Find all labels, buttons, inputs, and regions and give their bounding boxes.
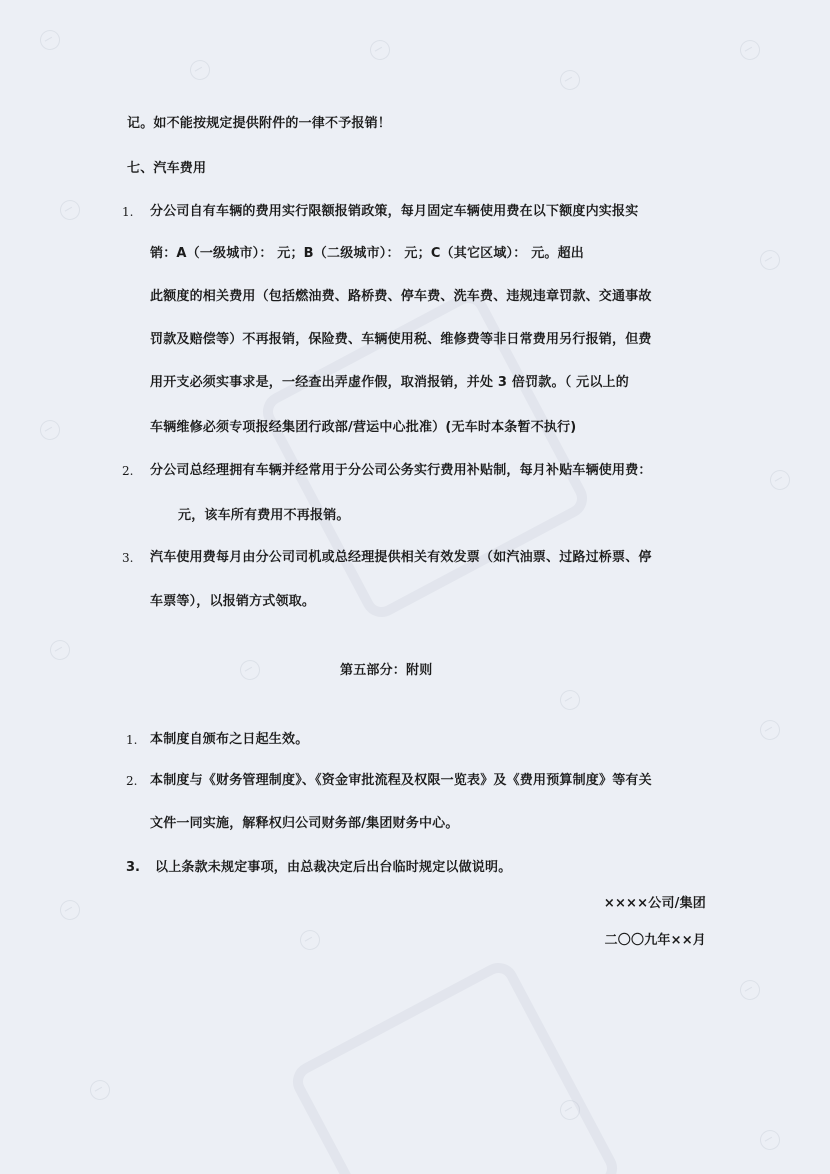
- watermark-icon: [756, 716, 783, 743]
- watermark-icon: [236, 656, 263, 683]
- item-number: 2.: [126, 774, 138, 788]
- paragraph-line: 车辆维修必须专项报经集团行政部/营运中心批准）(无车时本条暂不执行): [150, 420, 577, 435]
- paragraph-line: 车票等），以报销方式领取。: [150, 594, 316, 609]
- item-number: 2.: [122, 464, 134, 478]
- watermark-icon: [556, 66, 583, 93]
- part-5-title: 第五部分：附则: [340, 663, 433, 678]
- section-7-title: 七、汽车费用: [127, 161, 207, 176]
- item-number: 3.: [122, 551, 134, 565]
- paragraph-line: 元，该车所有费用不再报销。: [178, 508, 350, 523]
- watermark-icon: [296, 926, 323, 953]
- watermark-stamp: [286, 956, 624, 1174]
- signature-date: 二〇〇九年××月: [604, 933, 706, 948]
- paragraph-line: 罚款及赔偿等）不再报销，保险费、车辆使用税、维修费等非日常费用另行报销，但费: [150, 332, 652, 347]
- paragraph-line: 分公司总经理拥有车辆并经常用于分公司公务实行费用补贴制，每月补贴车辆使用费：: [150, 463, 652, 478]
- watermark-icon: [556, 686, 583, 713]
- paragraph-line: 分公司自有车辆的费用实行限额报销政策，每月固定车辆使用费在以下额度内实报实: [150, 204, 639, 219]
- watermark-icon: [756, 1126, 783, 1153]
- watermark-icon: [366, 36, 393, 63]
- intro-line: 记。如不能按规定提供附件的一律不予报销！: [127, 116, 392, 131]
- watermark-icon: [46, 636, 73, 663]
- watermark-icon: [556, 1096, 583, 1123]
- watermark-icon: [736, 976, 763, 1003]
- watermark-icon: [86, 1076, 113, 1103]
- watermark-icon: [56, 896, 83, 923]
- watermark-icon: [56, 196, 83, 223]
- watermark-icon: [36, 416, 63, 443]
- paragraph-line: 本制度与《财务管理制度》、《资金审批流程及权限一览表》及《费用预算制度》等有关: [150, 773, 652, 788]
- watermark-icon: [756, 246, 783, 273]
- paragraph-line: 本制度自颁布之日起生效。: [150, 732, 309, 747]
- watermark-icon: [186, 56, 213, 83]
- watermark-icon: [736, 36, 763, 63]
- signature-company: ××××公司/集团: [603, 896, 706, 911]
- paragraph-line: 汽车使用费每月由分公司司机或总经理提供相关有效发票（如汽油票、过路过桥票、停: [150, 550, 652, 565]
- paragraph-line: 以上条款未规定事项，由总裁决定后出台临时规定以做说明。: [155, 860, 512, 875]
- paragraph-line: 用开支必须实事求是，一经查出弄虚作假，取消报销，并处 3 倍罚款。（ 元以上的: [150, 375, 629, 390]
- watermark-icon: [36, 26, 63, 53]
- paragraph-line: 文件一同实施，解释权归公司财务部/集团财务中心。: [150, 816, 459, 831]
- item-number: 3.: [126, 860, 140, 875]
- item-number: 1.: [122, 205, 134, 219]
- watermark-icon: [766, 466, 793, 493]
- paragraph-line: 销：A（一级城市）： 元；B（二级城市）： 元；C（其它区域）： 元。超出: [150, 246, 584, 261]
- paragraph-line: 此额度的相关费用（包括燃油费、路桥费、停车费、洗车费、违规违章罚款、交通事故: [150, 289, 652, 304]
- item-number: 1.: [126, 733, 138, 747]
